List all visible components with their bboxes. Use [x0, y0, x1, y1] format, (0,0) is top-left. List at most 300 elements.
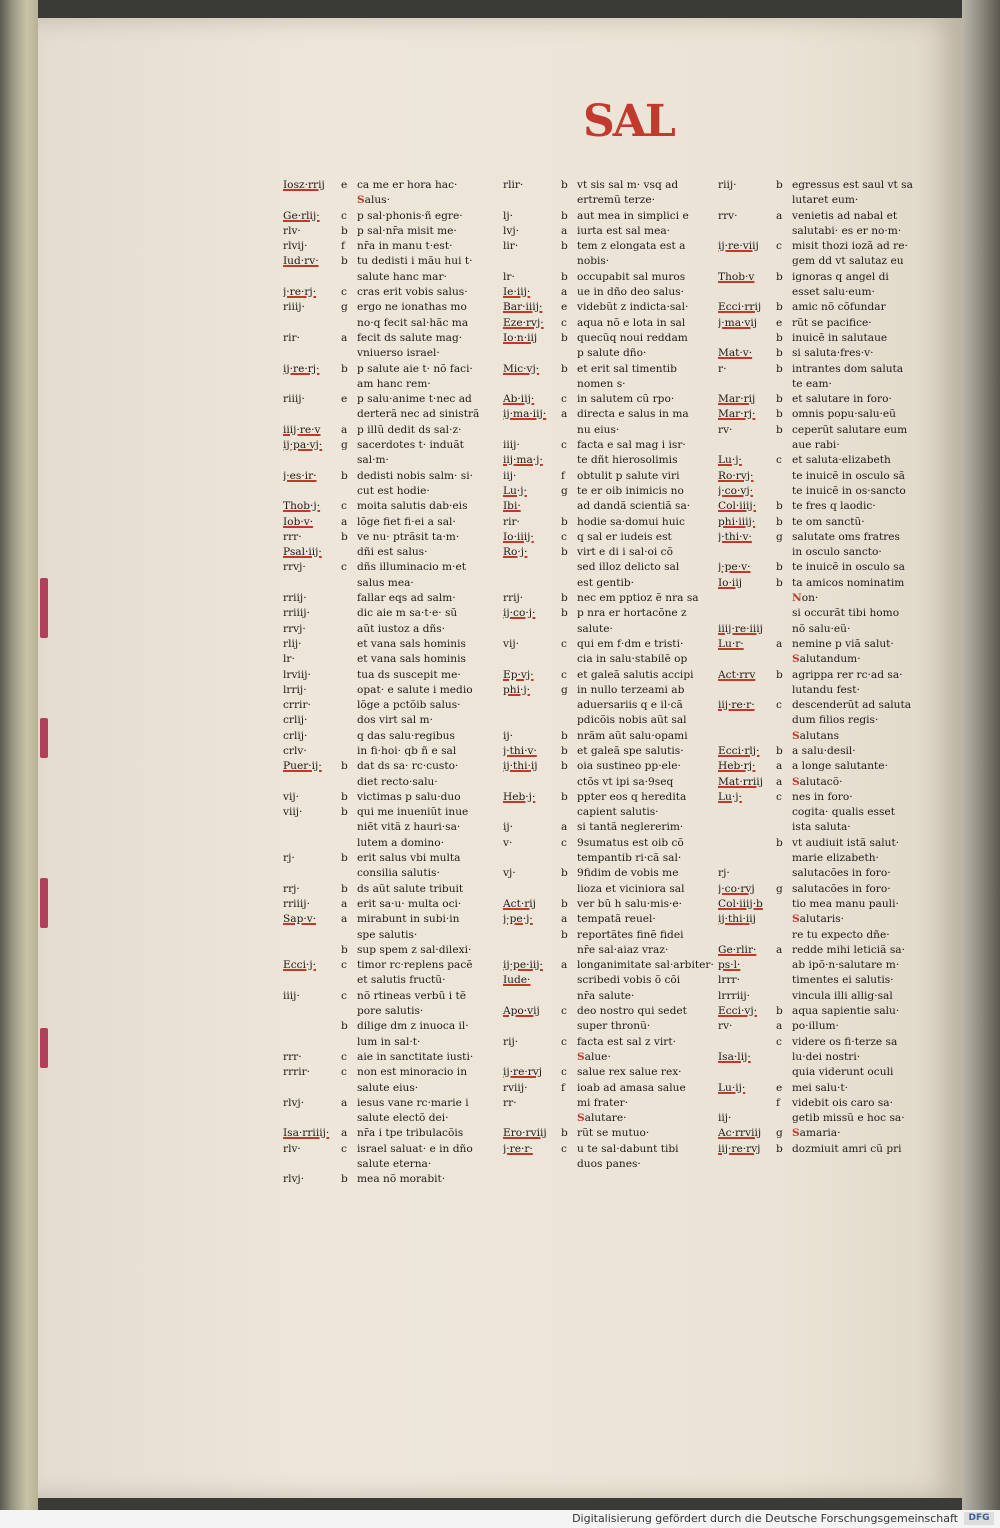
scripture-reference: Ibi·: [503, 500, 521, 513]
scripture-reference: [283, 1111, 341, 1126]
section-letter: [561, 1111, 577, 1126]
entry-text: te fres q laodic·: [792, 500, 876, 513]
scripture-reference: rv·: [718, 423, 733, 436]
index-entry: [283, 438, 515, 453]
index-entry: [718, 178, 950, 193]
scripture-reference: [283, 316, 341, 331]
entry-text: et erit sal timentib: [577, 362, 677, 375]
section-letter: g: [341, 301, 348, 314]
entry-headword: Samaria·: [792, 1127, 841, 1140]
entry-text: salue rex salue rex·: [577, 1066, 682, 1079]
scripture-reference: [718, 591, 776, 606]
entry-text: te dñt hierosolimis: [577, 454, 678, 467]
scripture-reference: ij·thi·ij: [503, 760, 538, 773]
scripture-reference: ij·pe·iij·: [503, 959, 543, 972]
section-letter: c: [341, 561, 347, 574]
index-entry: [718, 407, 950, 422]
section-letter: [561, 1050, 577, 1065]
entry-text: gem dd vt salutaz eu: [792, 255, 904, 268]
section-letter: b: [776, 301, 783, 314]
section-letter: [776, 1065, 792, 1080]
section-letter: b: [561, 607, 568, 620]
index-entry: [718, 423, 950, 438]
scripture-reference: rrrir·: [283, 1066, 311, 1079]
entry-text: te inuicẽ in os·sancto: [792, 484, 906, 497]
section-letter: [341, 928, 357, 943]
entry-text: erit sa·u· multa oci·: [357, 897, 462, 910]
index-entry: [718, 958, 950, 973]
entry-text: capient salutis·: [577, 806, 659, 819]
section-letter: [341, 1081, 357, 1096]
section-letter: b: [776, 179, 783, 191]
index-entry: [718, 1004, 950, 1019]
entry-text: ctõs vt ipi sa·9seq: [577, 775, 674, 788]
entry-text: facta est sal z virt·: [577, 1035, 676, 1048]
section-letter: [341, 545, 357, 560]
scripture-reference: r·: [718, 362, 727, 375]
entry-text: rũt se pacifice·: [792, 316, 872, 329]
index-entry: [503, 193, 735, 208]
scripture-reference: Iude·: [503, 974, 531, 987]
scripture-reference: Puer·ij·: [283, 760, 322, 773]
entry-text: obtulit p salute viri: [577, 469, 680, 482]
scripture-reference: viij·: [283, 806, 303, 819]
entry-text: aqua sapientie salu·: [792, 1005, 900, 1018]
index-entry: [503, 469, 735, 484]
entry-text: occupabit sal muros: [577, 270, 686, 283]
section-letter: [776, 683, 792, 698]
section-letter: b: [341, 1173, 348, 1186]
section-letter: [561, 453, 577, 468]
section-letter: g: [776, 1127, 783, 1140]
entry-text: moita salutis dab·eis: [357, 500, 468, 513]
entry-text: nec em pptioz ẽ nra sa: [577, 592, 699, 605]
entry-text: et salutare in foro·: [792, 393, 892, 406]
scripture-reference: [503, 622, 561, 637]
section-letter: e: [341, 393, 348, 406]
entry-text: ds aũt salute tribuit: [357, 882, 464, 895]
entry-text: vincula illi allig·sal: [792, 989, 893, 1002]
scripture-reference: rrv·: [718, 209, 738, 222]
entry-text: salutate oms fratres: [792, 530, 900, 543]
entry-text: dilige dm z inuoca il·: [357, 1020, 469, 1033]
scripture-reference: rlvij·: [283, 240, 308, 253]
section-letter: [776, 193, 792, 208]
entry-text: dos virt sal m·: [357, 714, 433, 727]
entry-text: reportãtes finẽ fidei: [577, 928, 684, 941]
index-entry: [283, 759, 515, 774]
entry-text: ista saluta·: [792, 821, 851, 834]
entry-text: ver bũ h salu·mis·e·: [577, 897, 683, 910]
section-letter: [341, 377, 357, 392]
scripture-reference: [283, 775, 341, 790]
scripture-reference: rlv·: [283, 1142, 301, 1155]
scripture-reference: j·thi·v·: [503, 744, 537, 757]
entry-headword: Salue·: [577, 1050, 611, 1063]
section-letter: [341, 270, 357, 285]
scripture-reference: Isa·rriiij·: [283, 1127, 330, 1140]
section-letter: b: [776, 408, 783, 421]
entry-text: cia in salu·stabilẽ op: [577, 653, 688, 666]
index-entry: [718, 1142, 950, 1157]
scripture-reference: Ecci·rrij: [718, 301, 762, 314]
entry-text: quecũq noui reddam: [577, 331, 688, 344]
scripture-reference: Mic·vj·: [503, 362, 540, 375]
section-letter: b: [776, 1005, 783, 1018]
section-letter: c: [776, 1035, 782, 1048]
entry-text: dñi est salus·: [357, 546, 428, 559]
entry-text: egressus est saul vt sa: [792, 179, 913, 191]
index-entry: [503, 683, 735, 698]
scripture-reference: ij·re·rvj: [503, 1066, 543, 1079]
dfg-logo: DFG: [964, 1512, 994, 1525]
section-letter: [561, 1157, 577, 1172]
section-letter: f: [561, 469, 565, 482]
scripture-reference: [718, 1096, 776, 1111]
index-entry: [503, 897, 735, 912]
scripture-reference: ij·re·rj·: [283, 362, 320, 375]
scripture-reference: [718, 683, 776, 698]
section-letter: [341, 346, 357, 361]
index-entry: [283, 377, 515, 392]
scripture-reference: [283, 1019, 341, 1034]
entry-text: spe salutis·: [357, 928, 418, 941]
entry-text: ceperũt salutare eum: [792, 423, 908, 436]
section-letter: [341, 193, 357, 208]
index-entry: [503, 912, 735, 927]
footer-bar: [0, 1510, 1000, 1528]
entry-text: vt audiuit istã salut·: [792, 836, 900, 849]
section-letter: [776, 805, 792, 820]
index-entry: [718, 193, 950, 208]
section-letter: [341, 1004, 357, 1019]
entry-text: sal·m·: [357, 454, 389, 467]
index-entry: [283, 1096, 515, 1111]
section-letter: c: [561, 1035, 567, 1048]
index-entry: [283, 1019, 515, 1034]
section-letter: b: [561, 790, 568, 803]
section-letter: b: [341, 852, 348, 865]
section-letter: b: [341, 790, 348, 803]
index-entry: [503, 300, 735, 315]
section-letter: [776, 713, 792, 728]
section-letter: [561, 989, 577, 1004]
entry-text: qui em f·dm e tristi·: [577, 637, 684, 650]
index-entry: [503, 1050, 735, 1065]
entry-text: mi frater·: [577, 1096, 629, 1109]
scripture-reference: rj·: [718, 867, 730, 880]
index-entry: [503, 377, 735, 392]
index-entry: [718, 499, 950, 514]
index-entry: [503, 331, 735, 346]
section-letter: a: [341, 1096, 348, 1109]
section-letter: b: [561, 729, 568, 742]
index-entry: [283, 484, 515, 499]
scripture-reference: iiij·: [283, 989, 300, 1002]
scripture-reference: rrij·: [503, 592, 524, 605]
index-entry: [718, 545, 950, 560]
index-entry: [283, 713, 515, 728]
entry-text: lõge a pctõib salus·: [357, 699, 461, 712]
index-entry: [718, 744, 950, 759]
scripture-reference: [503, 1050, 561, 1065]
entry-text: a longe salutante·: [792, 760, 888, 773]
section-letter: b: [561, 240, 568, 253]
index-entry: [503, 453, 735, 468]
scripture-reference: vij·: [503, 637, 520, 650]
entry-text: lum in sal·t·: [357, 1035, 421, 1048]
entry-text: nemine p viã salut·: [792, 637, 894, 650]
scripture-reference: [283, 484, 341, 499]
scripture-reference: [718, 836, 776, 851]
index-entry: [718, 1111, 950, 1126]
scripture-reference: [718, 1035, 776, 1050]
index-entry: [283, 683, 515, 698]
entry-headword: Non·: [792, 592, 819, 605]
entry-text: inuicẽ in salutaue: [792, 331, 888, 344]
section-letter: [341, 453, 357, 468]
index-entry: [283, 836, 515, 851]
scripture-reference: [503, 576, 561, 591]
entry-text: tio mea manu pauli·: [792, 897, 899, 910]
section-letter: b: [776, 331, 783, 344]
entry-text: niẽt vitã z hauri·sa·: [357, 821, 461, 834]
section-letter: [561, 943, 577, 958]
entry-text: amic nõ cõfundar: [792, 301, 886, 314]
section-letter: [341, 973, 357, 988]
section-letter: [561, 576, 577, 591]
section-letter: g: [776, 882, 783, 895]
section-letter: c: [561, 668, 567, 681]
index-entry: [718, 729, 950, 744]
scripture-reference: iij·: [718, 1112, 732, 1125]
index-entry: [503, 209, 735, 224]
index-entry: [503, 576, 735, 591]
index-entry: [503, 423, 735, 438]
scripture-reference: riiij·: [283, 393, 305, 406]
scripture-reference: lrviij·: [283, 668, 311, 681]
index-entry: [283, 928, 515, 943]
scripture-reference: rrr·: [283, 530, 302, 543]
entry-text: ertremũ terze·: [577, 194, 655, 207]
scripture-reference: rrj·: [283, 882, 300, 895]
scripture-reference: riij·: [718, 179, 737, 191]
scripture-reference: crlij·: [283, 714, 308, 727]
index-entry: [283, 453, 515, 468]
index-entry: [718, 1081, 950, 1096]
scripture-reference: crlv·: [283, 744, 307, 757]
entry-text: sed illoz delicto sal: [577, 561, 680, 574]
scripture-reference: lrrriij·: [718, 989, 751, 1002]
entry-text: dum filios regis·: [792, 714, 879, 727]
index-entry: [283, 1081, 515, 1096]
scripture-reference: Col·iiij·b: [718, 897, 763, 910]
section-letter: a: [561, 913, 568, 926]
scripture-reference: [718, 805, 776, 820]
section-letter: a: [776, 943, 783, 956]
entry-text: q sal er iudeis est: [577, 530, 672, 543]
page-tab-marker: [40, 578, 48, 638]
index-entry: [718, 943, 950, 958]
entry-text: no·q fecit sal·hãc ma: [357, 316, 469, 329]
scripture-reference: [283, 377, 341, 392]
index-entry: [718, 820, 950, 835]
index-entry: [283, 1157, 515, 1172]
section-letter: b: [776, 362, 783, 375]
index-entry: [718, 1019, 950, 1034]
entry-text: si occurãt tibi homo: [792, 607, 900, 620]
section-letter: [776, 851, 792, 866]
section-letter: e: [776, 316, 783, 329]
entry-text: est gentib·: [577, 576, 634, 589]
section-letter: [776, 928, 792, 943]
section-letter: c: [341, 959, 347, 972]
entry-text: et vana sals hominis: [357, 653, 466, 666]
entry-text: videbũt z indicta·sal·: [577, 301, 689, 314]
scripture-reference: rij·: [503, 1035, 519, 1048]
entry-text: consilia salutis·: [357, 867, 440, 880]
entry-text: iesus vane rc·marie i: [357, 1096, 469, 1109]
entry-text: facta e sal mag i isr·: [577, 439, 686, 452]
index-entry: [718, 560, 950, 575]
scripture-reference: Thob·j·: [283, 500, 321, 513]
index-entry: [503, 224, 735, 239]
scripture-reference: Lu·j·: [718, 454, 742, 467]
scripture-reference: j·thi·v·: [718, 530, 752, 543]
section-letter: b: [341, 806, 348, 819]
section-letter: [776, 469, 792, 484]
index-entry: [503, 775, 735, 790]
scripture-reference: [503, 423, 561, 438]
scripture-reference: Io·iij: [718, 576, 742, 589]
section-letter: b: [561, 362, 568, 375]
scripture-reference: ij·: [503, 729, 514, 742]
section-letter: a: [561, 286, 568, 299]
scripture-reference: ps·l·: [718, 959, 741, 972]
entry-text: ergo ne ionathas mo: [357, 301, 467, 314]
section-letter: a: [561, 408, 568, 421]
scripture-reference: lir·: [503, 240, 519, 253]
section-letter: b: [341, 362, 348, 375]
section-letter: b: [776, 270, 783, 283]
funding-credit: Digitalisierung gefördert durch die Deutsche Forschungsgemeinschaft: [572, 1512, 958, 1525]
section-letter: c: [341, 500, 347, 513]
section-letter: b: [561, 592, 568, 605]
scripture-reference: lr·: [283, 653, 295, 666]
index-entry: [718, 713, 950, 728]
scripture-reference: iij·: [503, 469, 517, 482]
index-entry: [718, 300, 950, 315]
scripture-reference: rviij·: [503, 1081, 528, 1094]
section-letter: [561, 1096, 577, 1111]
index-entry: [283, 178, 515, 193]
section-letter: [341, 1035, 357, 1050]
scripture-reference: iiij·: [503, 439, 520, 452]
section-letter: [561, 377, 577, 392]
index-entry: [503, 515, 735, 530]
section-letter: [561, 973, 577, 988]
entry-text: ve nu· ptrãsit ta·m·: [357, 530, 460, 543]
scripture-reference: crrir·: [283, 699, 311, 712]
scripture-reference: Sap·v·: [283, 913, 317, 926]
section-letter: [341, 1111, 357, 1126]
index-entry: [283, 239, 515, 254]
section-letter: [776, 622, 792, 637]
section-letter: b: [341, 469, 348, 482]
section-letter: c: [776, 240, 782, 253]
index-entry: [283, 591, 515, 606]
section-letter: [341, 698, 357, 713]
index-entry: [283, 652, 515, 667]
section-letter: b: [341, 530, 348, 543]
index-entry: [283, 254, 515, 269]
index-entry: [718, 515, 950, 530]
section-letter: [341, 729, 357, 744]
section-letter: [776, 438, 792, 453]
index-entry: [503, 1035, 735, 1050]
entry-headword: Salutandum·: [792, 653, 861, 666]
section-letter: [776, 989, 792, 1004]
scripture-reference: rr·: [503, 1096, 517, 1109]
entry-text: nu eius·: [577, 423, 620, 436]
scripture-reference: Ero·rviij: [503, 1127, 547, 1140]
index-entry: [283, 285, 515, 300]
entry-text: aduersariis q e il·cã: [577, 699, 683, 712]
index-entry: [718, 1050, 950, 1065]
entry-text: tu dedisti i mãu hui t·: [357, 255, 473, 268]
scripture-reference: [283, 928, 341, 943]
scripture-reference: [283, 1004, 341, 1019]
section-letter: [776, 820, 792, 835]
index-entry: [718, 377, 950, 392]
index-entry: [283, 637, 515, 652]
section-letter: c: [561, 836, 567, 849]
index-entry: [503, 560, 735, 575]
scripture-reference: Iosz·rrij: [283, 179, 325, 191]
index-entry: [503, 989, 735, 1004]
entry-text: ab ipõ·n·salutare m·: [792, 959, 900, 972]
section-letter: c: [776, 699, 782, 712]
entry-text: p salute aie t· nõ faci·: [357, 362, 473, 375]
scripture-reference: [718, 377, 776, 392]
index-entry: [283, 1142, 515, 1157]
entry-text: pdicõis nobis aũt sal: [577, 714, 687, 727]
section-letter: e: [341, 179, 348, 191]
scripture-reference: [503, 943, 561, 958]
scripture-reference: [283, 1035, 341, 1050]
scripture-reference: rrr·: [283, 1050, 302, 1063]
section-letter: b: [561, 928, 568, 941]
entry-text: a salu·desil·: [792, 744, 856, 757]
scripture-reference: Ie·iij·: [503, 286, 531, 299]
index-entry: [283, 362, 515, 377]
text-column-3: [718, 178, 950, 1157]
scripture-reference: Act·rrv: [718, 668, 756, 681]
entry-text: si tantã neglererim·: [577, 821, 684, 834]
section-letter: [341, 713, 357, 728]
entry-text: lutem a domino·: [357, 836, 444, 849]
entry-text: dozmiuit amri cũ pri: [792, 1142, 902, 1155]
index-entry: [503, 820, 735, 835]
index-entry: [718, 239, 950, 254]
section-letter: [776, 958, 792, 973]
index-entry: [283, 1050, 515, 1065]
section-letter: b: [561, 546, 568, 559]
section-letter: [341, 866, 357, 881]
entry-text: aue rabi·: [792, 439, 840, 452]
section-letter: [341, 407, 357, 422]
scripture-reference: Apo·vij: [503, 1005, 540, 1018]
